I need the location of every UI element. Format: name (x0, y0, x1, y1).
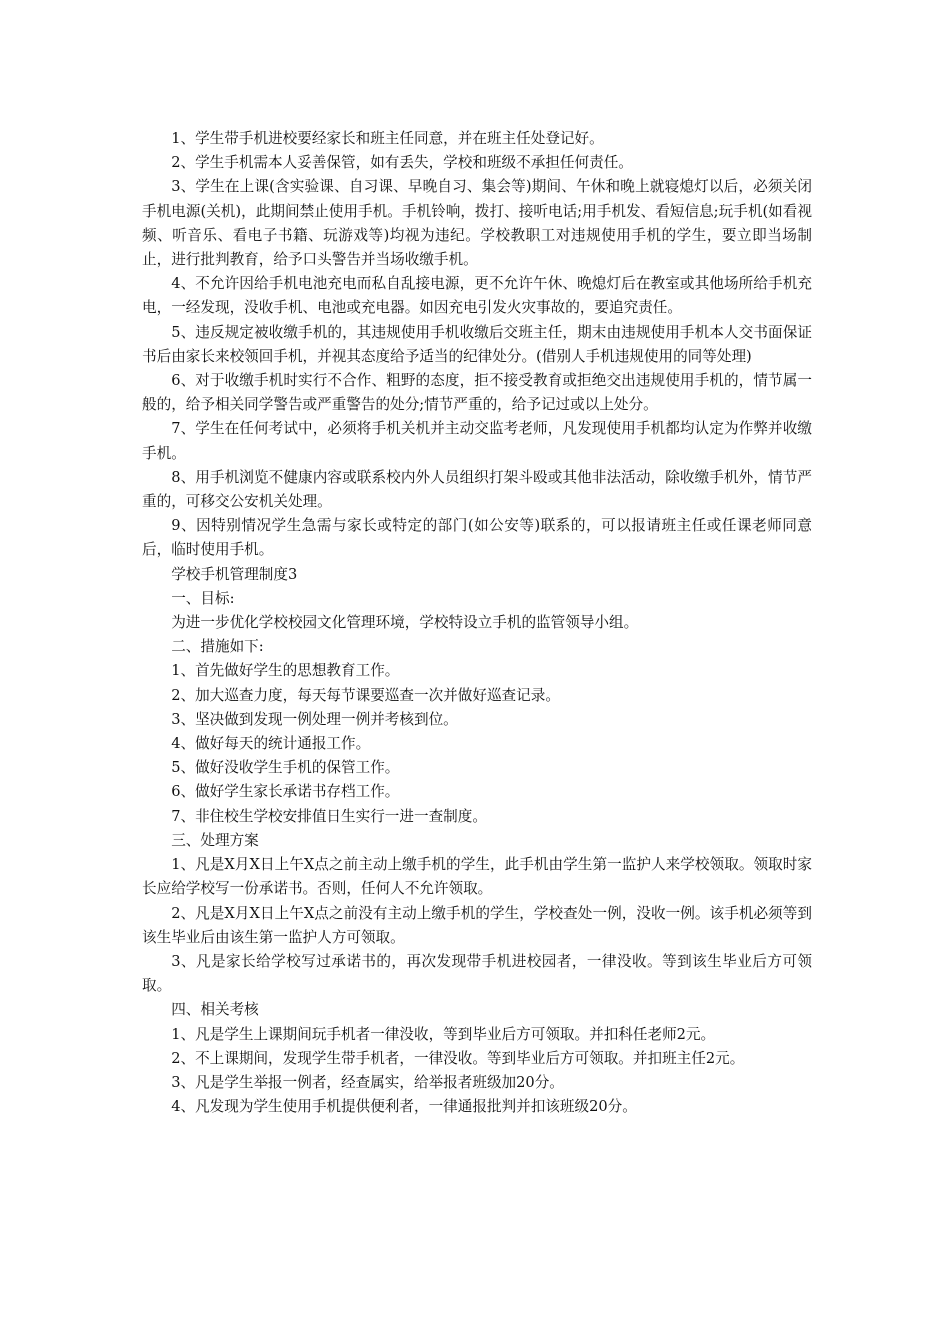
paragraph-rule-5: 5、违反规定被收缴手机的，其违规使用手机收缴后交班主任，期末由违规使用手机本人交书面保证书后由家长来校领回手机，并视其态度给予适当的纪律处分。(借别人手机违规使用的同等处理) (142, 323, 812, 365)
measure-item-5: 5、做好没收学生手机的保管工作。 (171, 759, 400, 777)
paragraph-rule-9: 9、因特别情况学生急需与家长或特定的部门(如公安等)联系的，可以报请班主任或任课老师同意后，临时使用手机。 (142, 517, 812, 559)
assessment-item-4: 4、凡发现为学生使用手机提供便利者，一律通报批判并扣该班级20分。 (171, 1098, 637, 1116)
paragraph-rule-4: 4、不允许因给手机电池充电而私自乱接电源，更不允许午休、晚熄灯后在教室或其他场所给手机充电，一经发现，没收手机、电池或充电器。如因充电引发火灾事故的，要追究责任。 (142, 275, 812, 317)
paragraph-rule-1: 1、学生带手机进校要经家长和班主任同意，并在班主任处登记好。 (171, 130, 604, 147)
measure-item-4: 4、做好每天的统计通报工作。 (171, 735, 371, 753)
paragraph-rule-8: 8、用手机浏览不健康内容或联系校内外人员组织打架斗殴或其他非法活动，除收缴手机外，情节严重的，可移交公安机关处理。 (142, 468, 812, 511)
measure-item-1: 1、首先做好学生的思想教育工作。 (171, 662, 400, 680)
handling-item-2: 2、凡是X月X日上午X点之前没有主动上缴手机的学生，学校查处一例，没收一例。该手机必须等到该生毕业后由该生第一监护人方可领取。 (142, 904, 812, 946)
heading-measures: 二、措施如下: (171, 638, 264, 656)
heading-assessment: 四、相关考核 (171, 1001, 259, 1019)
paragraph-rule-2: 2、学生手机需本人妥善保管，如有丢失，学校和班级不承担任何责任。 (171, 154, 633, 172)
section-title: 学校手机管理制度3 (171, 565, 298, 583)
handling-item-1: 1、凡是X月X日上午X点之前主动上缴手机的学生，此手机由学生第一监护人来学校领取。领取时家长应给学校写一份承诺书。否则，任何人不允许领取。 (142, 856, 812, 898)
assessment-item-3: 3、凡是学生举报一例者，经查属实，给举报者班级加20分。 (171, 1073, 564, 1091)
handling-item-3: 3、凡是家长给学校写过承诺书的，再次发现带手机进校园者，一律没收。等到该生毕业后方可领取。 (142, 952, 812, 995)
measure-item-7: 7、非住校生学校安排值日生实行一进一查制度。 (171, 807, 487, 825)
paragraph-rule-6: 6、对于收缴手机时实行不合作、粗野的态度，拒不接受教育或拒绝交出违规使用手机的，情节属一般的，给予相关同学警告或严重警告的处分;情节严重的，给予记过或以上处分。 (142, 372, 812, 414)
paragraph-goal: 为进一步优化学校校园文化管理环境，学校特设立手机的监管领导小组。 (171, 614, 639, 632)
heading-goal: 一、目标: (171, 589, 235, 607)
heading-handling: 三、处理方案 (171, 831, 259, 849)
assessment-item-2: 2、不上课期间，发现学生带手机者，一律没收。等到毕业后方可领取。并扣班主任2元。 (171, 1049, 745, 1067)
assessment-item-1: 1、凡是学生上课期间玩手机者一律没收，等到毕业后方可领取。并扣科任老师2元。 (171, 1025, 716, 1043)
measure-item-2: 2、加大巡查力度，每天每节课要巡查一次并做好巡查记录。 (171, 686, 560, 704)
measure-item-6: 6、做好学生家长承诺书存档工作。 (171, 783, 400, 801)
document-body (142, 127, 812, 1119)
measure-item-3: 3、坚决做到发现一例处理一例并考核到位。 (171, 710, 458, 728)
paragraph-rule-7: 7、学生在任何考试中，必须将手机关机并主动交监考老师，凡发现使用手机都均认定为作弊并收缴手机。 (142, 420, 812, 462)
paragraph-rule-3: 3、学生在上课(含实验课、自习课、早晚自习、集会等)期间、午休和晚上就寝熄灯以后，必须关闭手机电源(关机)，此期间禁止使用手机。手机铃响，拨打、接听电话;用手机发、看短信息;玩手机(如看视频、听音乐、看电子书籍、玩游戏等)均视为违纪。学校教职工对违规使用手机的学生，要立即当场制止，进行批判教育，给予口头警告并当场收缴手机。 (142, 178, 812, 269)
